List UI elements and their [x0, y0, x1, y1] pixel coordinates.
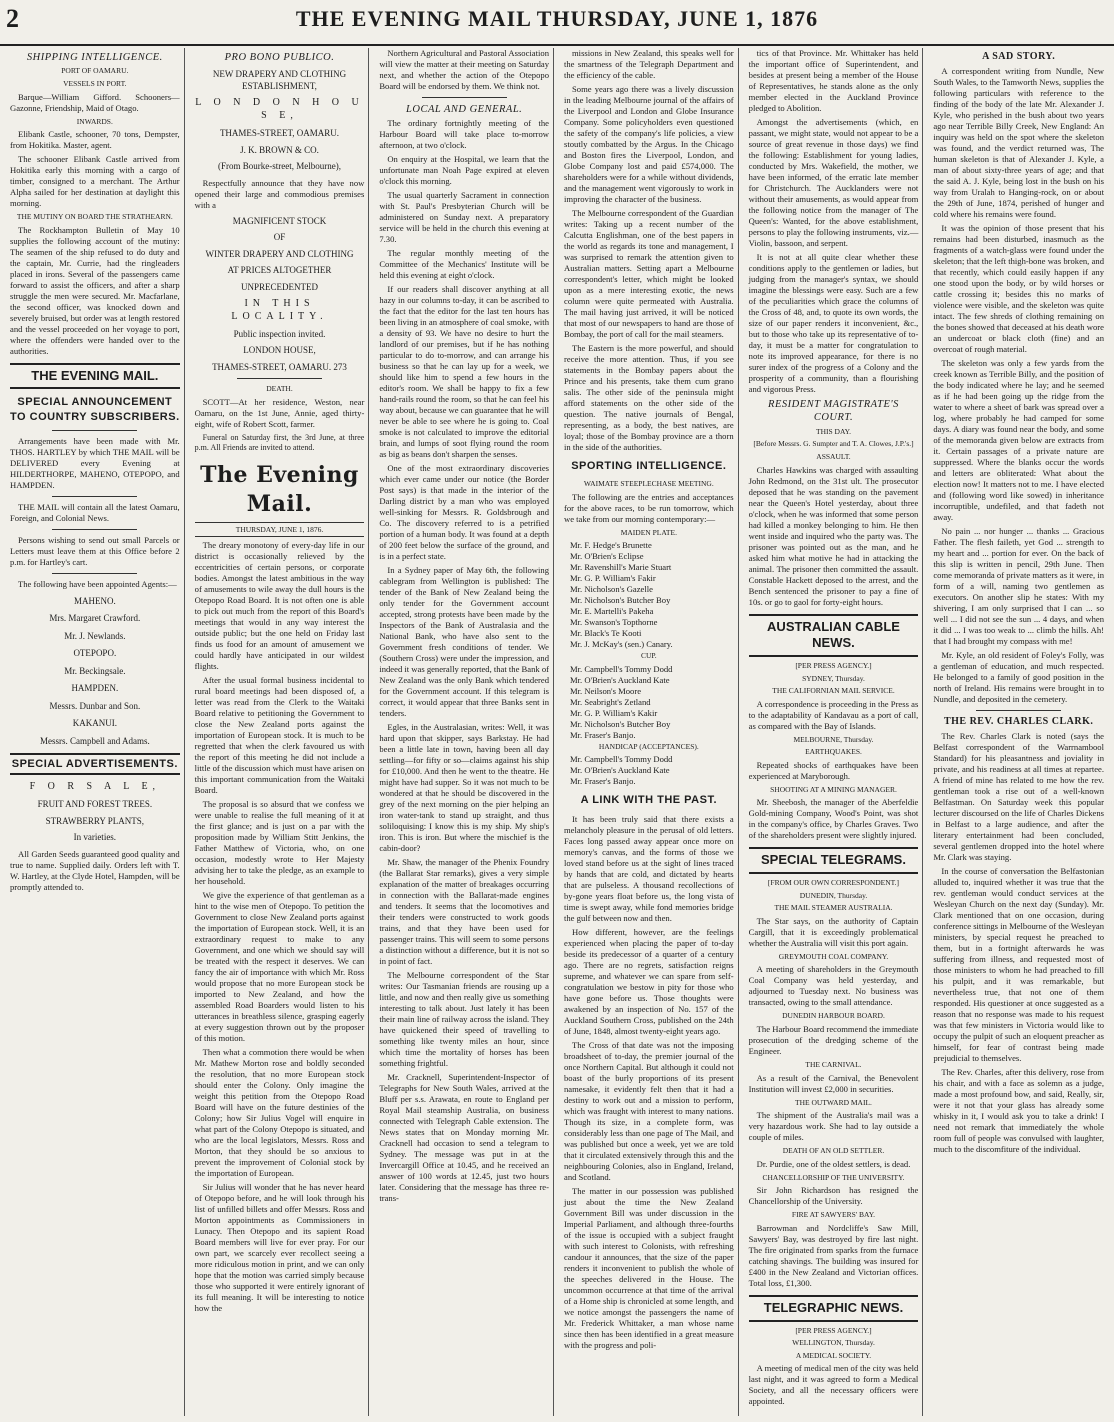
local-paragraph: The ordinary fortnightly meeting of the Harbour Board will take place to-morrow afternoon, at two o'clock.: [379, 118, 549, 151]
mutiny-text: The Rockhampton Bulletin of May 10 supplies the following account of the mutiny: The seamen of the ship refused to do duty and the captain, Mr. Currie, had the ringleaders placed in irons. Several of the passengers came forward to assist the officers, and after a sharp struggle the men were secured. Mr. Macfarlane, the second officer, was knocked down and severely bruised, but order was at length restored and the vessel proceeded on her voyage to port, where the offenders were handed over to the authorities.: [10, 224, 180, 356]
link-paragraph: The matter in our possession was published just about the time the New Zealand Government Bill was under discussion in the Imperial Parliament, and although three-fourths of the issue is occupied with a subject fraught with such interest to Colonists, with refreshing candour it announces, that the size of the paper renders it inconvenient to publish the whole of the speeches delivered in the House. The uncommon occurrence at that time of the arrival of a Home ship is chronicled at some length, and we notice amongst the passengers the name of Mr. Frederick Whittaker, a man whose name since then has been identified in a great measure with the progress and poli-: [564, 1185, 734, 1350]
entry: Mr. Ravenshill's Marie Stuart: [570, 562, 672, 573]
harbour-heading: DUNEDIN HARBOUR BOARD.: [782, 1011, 885, 1021]
link-past-heading: A LINK WITH THE PAST.: [580, 794, 718, 807]
sad-story-heading: A SAD STORY.: [982, 51, 1056, 62]
leader-paragraph: We give the experience of that gentleman as a hint to the wise men of Otepopo. To petition the Government to close New Zealand ports against the importation of European stock. Well, it is an extraordinary request to make to any Government, and one which we should say will be treated with the respect it deserves. We can fancy the air of importance with which Mr. Ross would propose that no more European stock be imported to New Zealand, and how the assembled Road Boarders would listen to his utterances in breathless silence, grasping eagerly at every suggestion thrown out by the proposer of this motion.: [194, 890, 365, 1044]
vessels-text: Barque—William Gifford. Schooners—Gazonne, Friendship, Maid of Otago.: [10, 91, 180, 113]
shooting-heading: SHOOTING AT A MINING MANAGER.: [770, 784, 897, 794]
maiden-list: [564, 540, 734, 650]
leader-paragraph: Sir Julius will wonder that he has never heard of Otepopo before, and he will look through his list of unfilled billets and offer Messrs. Ross and Morton appointments as Commissioners in Lunacy. Then Otepopo and its sapient Road Board members will live for ever pray. For our own part, we scarcely ever recollect seeing a more ridiculous motion in print, and we can only hope that the motion was carried simply because those who supported it were entirely ignorant of its full meaning. It will be interesting to notice how the: [194, 1182, 365, 1314]
stock-heading: MAGNIFICENT STOCK: [232, 215, 327, 226]
cable-news-heading: AUSTRALIAN CABLE NEWS.: [749, 614, 919, 657]
press-agency: [PER PRESS AGENCY.]: [795, 1325, 872, 1335]
agent-place: HAMPDEN.: [71, 683, 119, 694]
carnival-text: As a result of the Carnival, the Benevolent Institution will invest £2,000 in securities.: [748, 1072, 919, 1094]
divider: [52, 529, 137, 530]
death-text: SCOTT—At her residence, Weston, near Oamaru, on the 1st June, Annie, aged thirty-eight, wife of Robert Scott, farmer.: [194, 396, 365, 429]
entry: Mr. Seabright's Zetland: [570, 696, 651, 707]
entry: Mr. Campbell's Tommy Dodd: [570, 754, 673, 765]
news-paragraph: tics of that Province. Mr. Whittaker has held the important office of Superintendent, and besides at present being a member of the House of Representatives, he stands alone as the only member elected in the Auckland Province pledged to Abolition.: [748, 48, 919, 113]
column-6: [929, 48, 1108, 1416]
special-announcement-heading: SPECIAL ANNOUNCEMENT TO COUNTRY SUBSCRIBERS.: [10, 396, 180, 423]
clark-paragraph: The Rev. Charles, after this delivery, rose from his chair, and with a face as solemn as a judge, made a most profound bow, and said, Really, sir, were it not that your glass has already some whisky in it, I would ask you to take a drink! I need not remark that immediately the whole room full of people was convulsed with laughter, much to the discomfiture of the individual.: [933, 1066, 1104, 1154]
mutiny-heading: THE MUTINY ON BOARD THE STRATHEARN.: [16, 212, 173, 222]
newspaper-columns: [6, 48, 1108, 1416]
before-text: [Before Messrs. G. Sumpter and T. A. Clowes, J.P.'s.]: [753, 439, 914, 449]
handicap-list: [564, 754, 734, 787]
local-general-heading: LOCAL AND GENERAL.: [406, 104, 523, 115]
divider: [52, 496, 137, 497]
leader-paragraph: After the usual formal business incidental to rural board meetings had been disposed of, a letter was read from the Clerk to the Waitaki Board relative to petitioning the Government to close the New Zealand ports against the importation of European stock. It is much to be regretted that when the clerk favoured us with the report of this meeting he did not include a little of the discussion which must have arisen on this important communication from the Waitaki Board.: [194, 675, 365, 796]
wellington-dateline: WELLINGTON, Thursday.: [792, 1338, 875, 1348]
prices-heading: AT PRICES ALTOGETHER: [227, 265, 332, 276]
californian-heading: THE CALIFORNIAN MAIL SERVICE.: [772, 686, 895, 696]
news-paragraph: Amongst the advertisements (which, en passant, we might state, would not appear to be a source of great revenue in those days) we find the following: Establishment for young ladies, conducted by Mrs. Wakefield, the mother, we have been informed, of the erratic late member for Christchurch. The Aucklanders were not without their amusements, as would appear from the following notice from the manager of The Queen's: Wanted, for the above establishment, persons to play the following instruments, viz.—Violin, bassoon, and serpent.: [748, 117, 919, 248]
entry: Mr. J. McKay's (sen.) Canary.: [570, 639, 673, 650]
own-correspondent: [FROM OUR OWN CORRESPONDENT.]: [767, 878, 900, 888]
entry: Mr. F. Hedge's Brunette: [570, 540, 652, 551]
local-paragraph: Mr. Shaw, the manager of the Phenix Foundry (the Ballarat Star remarks), gives a very simple explanation of the matter of breakages occurring in connection with the Ballarat-made engines and tenders. It seems that the locomotives and their tenders were constructed to work goods trains, and that they have been used for passenger trains. This will seem to some persons a distinction without a difference, but it is not so in point of fact.: [379, 857, 549, 967]
local-paragraph: In a Sydney paper of May 6th, the following cablegram from Wellington is published: The tender of the Bank of New Zealand being the only tender for the Government account accepted, strong protests have been made by the Inspectors of the Bank of Australasia and the National Bank, who have also sent to the Government fresh conditions of tender. We (Southern Cross) were under the impression, and indeed it was generally reported, that the Bank of New Zealand was the only Bank which tendered for the Government account. If this telegram is correct, it would appear that three Banks sent in tenders.: [379, 565, 549, 719]
pro-bono-heading: PRO BONO PUBLICO.: [224, 52, 335, 63]
strawberry-heading: STRAWBERRY PLANTS,: [45, 815, 145, 826]
leader-paragraph: Then what a commotion there would be when Mr. Mathew Morton rose and boldly seconded the resolution, that no more European stock should enter the Colony. Only imagine the weight this petition from the Otepopo Road Board will have on the future destinies of the Colony; how Sir Julius Vogel will enquire in what part of the Colony Otepopo is situated, and who are the local legislators, Messrs. Ross and Morton, that they should be so anxious to prevent the improvement of Colonial stock by the importation of European.: [194, 1047, 365, 1179]
entry: Mr. Campbell's Tommy Dodd: [570, 663, 673, 674]
link-paragraph: How different, however, are the feelings experienced when placing the paper of to-day beside its predecessor of a quarter of a century ago. There are no regrets, satisfaction reigns supreme, and whatever we can spare from self-congratulation we bestow in pity for those who have gone before us. Those thoughts were awakened by an inspection of No. 157 of the Auckland Southern Cross, published on the 24th of June, 1848, almost twenty-eight years ago.: [564, 926, 734, 1036]
local-paragraph: One of the most extraordinary discoveries which ever came under our notice (the Border Post says) is that made in the interior of the Darling district by a man who was employed well-sinking for Messrs. R. Goldsbrough and Co. The discovery referred to is a petrified portion of a human body. It was found at a depth of 200 feet below the surface of the ground, and is in a perfect state.: [379, 463, 549, 562]
earthquakes-heading: EARTHQUAKES.: [805, 747, 862, 757]
entry: Mr. Nicholson's Gazelle: [570, 584, 653, 595]
agent-name: Messrs. Dunbar and Son.: [49, 700, 141, 711]
column-1: [6, 48, 185, 1416]
sad-paragraph: A correspondent writing from Nundle, New South Wales, to the Tamworth News, supplies the following particulars with reference to the finding of the body of the late Mr. Alexander J. Kyle, who perished in the bush about two years ago near Terrible Billy Creek, New England: An inquiry was held on the spot where the skeleton was found, and the verdict returned was, The human skeleton is that of Alexander J. Kyle, a man of about sixty-three years of age; and that the said A. J. Kyle, being lost in the bush on his way from Uralah to Hanging-rock, on or about the 29th of June, 1874, perished of hunger and cold where his remains were found.: [933, 65, 1104, 219]
sporting-heading: SPORTING INTELLIGENCE.: [571, 460, 727, 472]
leader-paragraph: The dreary monotony of every-day life in our district is occasionally relieved by the eccentricities of certain persons, or corporate bodies. Amongst the latest ambitious in the way of amusements to wile away the dull hours is the Otepopo Road Board. It is not often one is able to pick out much from the report of this Board's meetings that would in any way interest the outside public; but the one held on Friday last finds us food for an amount of amusement we could hardly have anticipated in our wildest flights.: [194, 540, 365, 672]
agent-place: MAHENO.: [73, 595, 116, 606]
sad-paragraph: It was the opinion of those present that his remains had been disturbed, inasmuch as the fragments of a watch-glass were found under the skeleton; that the left thigh-bone was broken, and that recently, which could easily happen if any one stood upon the body, or by wild horses or cattle crossing it; besides this no marks of violence were visible, and the skeleton was quite intact. The few shreds of clothing remaining on the bones showed that deceased at his death wore an undercoat or black cloth (fine) and an overcoat of rough material.: [933, 222, 1104, 354]
evening-mail-heading: THE EVENING MAIL.: [10, 363, 180, 390]
entry: Mr. O'Brien's Eclipse: [570, 551, 644, 562]
shipping-report: The schooner Elibank Castle arrived from Hokitika early this morning with a cargo of timber, consigned to a merchant. The Arthur Alpha sailed for her destination at daylight this morning.: [10, 154, 180, 209]
shipping-heading: SHIPPING INTELLIGENCE.: [26, 52, 163, 63]
parcels-text: Persons wishing to send out small Parcels or Letters must leave them at this Office before 2 p.m. for Hartley's cart.: [10, 534, 180, 567]
agent-name: Mrs. Margaret Crawford.: [49, 613, 141, 624]
divider: [237, 378, 322, 379]
local-paragraph: Mr. Cracknell, Superintendent-Inspector of Telegraphs for New South Wales, arrived at the Bluff per s.s. Arawata, en route to England per Royal Mail steamship Australia, on business connected with Telegraph Cable extension. The News states that on Monday morning Mr. Cracknell had occasion to send a telegram to Sydney. The message was put in at the Invercargill Office at 10.45, and he received an answer of 100 words at 12.45, just two hours later. Considering that the message has three re-trans-: [379, 1072, 549, 1204]
london-house-footer: LONDON HOUSE,: [243, 345, 316, 356]
divider: [976, 710, 1061, 711]
this-day: THIS DAY.: [815, 426, 851, 436]
sydney-dateline: SYDNEY, Thursday.: [802, 673, 865, 683]
column-5: [745, 48, 924, 1416]
special-ads-heading: SPECIAL ADVERTISEMENTS.: [10, 753, 180, 775]
column-4: [560, 48, 739, 1416]
greymouth-heading: GREYMOUTH COAL COMPANY.: [778, 951, 889, 961]
dunedin-dateline: DUNEDIN, Thursday.: [799, 890, 868, 900]
link-paragraph: The Cross of that date was not the imposing broadsheet of to-day, the premier journal of the once Northern Capital. But although it could not boast of the burly proportions of its present namesake, it evidently felt then that it had a destiny to work out and a mission to perform, which was fraught with interest to many nations. Though its size, in a complete form, was considerably less than one page of The Mail, and was published but once a week, yet we are told that it circulated extensively through this and the neighbouring Colonies, also in England, Ireland, and Scotland.: [564, 1039, 734, 1182]
drapery-heading: NEW DRAPERY AND CLOTHING ESTABLISHMENT,: [212, 69, 347, 91]
sad-paragraph: Mr. Kyle, an old resident of Foley's Folly, was a gentleman of education, and much respected. He belonged to a family of good position in the north of Ireland. His remains were brought in to Nundle, and deposited in the cemetery.: [933, 649, 1104, 704]
cup-heading: CUP.: [641, 651, 657, 661]
firm-name: J. K. BROWN & CO.: [240, 144, 319, 155]
shooting-text: Mr. Sheebosh, the manager of the Aberfeldie Gold-mining Company, Wood's Point, was shot in the company's office, by Charles Graves. Two of the shareholders present were slightly injured.: [748, 797, 919, 841]
medical-text: A meeting of medical men of the city was held last night, and it was agreed to form a Medical Society, and all the necessary officers were appointed.: [748, 1363, 919, 1407]
entry: Mr. Swanson's Topthorne: [570, 617, 658, 628]
sad-paragraph: The skeleton was only a few yards from the creek known as Terrible Billy, and the position of the body indicated where he lay; and he seemed as if he had been going up the ridge from the water to where a sheet of bark was spread over a log, where probably he had camped for some days. A diary was found near the body, and some of the memoranda given below are extracts from it. Certain passages of a private nature are suppressed. Where the blanks occur the words and letters are obliterated: What about the election now! It matters not to me. I have elected and (following word like sowed) in inheritance incorruptible, undefiled, and that fadeth not away.: [933, 357, 1104, 522]
nameplate: The Evening Mail.: [200, 462, 359, 517]
news-paragraph: missions in New Zealand, this speaks well for the smartness of the Telegraph Department and the efficiency of the cable.: [564, 48, 734, 80]
divider: [422, 97, 507, 98]
entry: Mr. Fraser's Banjo.: [570, 776, 636, 787]
entry: Mr. Fraser's Banjo.: [570, 729, 636, 740]
agent-name: Mr. Beckingsale.: [64, 665, 126, 676]
telegraphic-heading: TELEGRAPHIC NEWS.: [749, 1295, 919, 1322]
news-paragraph: The Eastern is the more powerful, and should receive the more attention. Thus, if you see statements in the Bombay papers about the Prince and his presents, take them cum grano salis. The other side of the peninsula might afford statements on the other side of the question. The native journals of Bengal, representing, as a body, the best natives, are loyal; those of the Bombay province are a thorn in the side of the authorities.: [564, 343, 734, 452]
divider: [52, 573, 137, 574]
carnival-heading: THE CARNIVAL.: [805, 1060, 862, 1070]
entry: Mr. Neilson's Moore: [570, 685, 642, 696]
column-3: [375, 48, 554, 1416]
assault-heading: ASSAULT.: [816, 452, 851, 462]
arrangements-text: Arrangements have been made with Mr. THOS. HARTLEY by which THE MAIL will be DELIVERED every Evening at HILDERTHORPE, MAHENO, OTEPOPO, and HAMPDEN.: [10, 435, 180, 490]
unprecedented-heading: UNPRECEDENTED: [240, 281, 318, 292]
agent-name: Mr. J. Newlands.: [64, 630, 126, 641]
steamer-heading: THE MAIL STEAMER AUSTRALIA.: [774, 903, 893, 913]
outward-text: The shipment of the Australia's mail was a very hazardous work. She had to lay outside a couple of miles.: [748, 1110, 919, 1143]
leader-continuation: Northern Agricultural and Pastoral Association will view the matter at their meeting on Saturday next, and whether the action of the Otepopo Board will be endorsed by them. We think not.: [379, 48, 549, 91]
chancellor-text: Sir John Richardson has resigned the Chancellorship of the University.: [748, 1185, 919, 1207]
entry: Mr. Nicholson's Butcher Boy: [570, 595, 671, 606]
special-telegrams-heading: SPECIAL TELEGRAMS.: [749, 847, 919, 874]
seeds-text: All Garden Seeds guaranteed good quality and true to name. Supplied daily. Orders left with T. W. Hartley, at the Clyde Hotel, Hampden, will be promptly attended to.: [10, 848, 180, 892]
maiden-heading: MAIDEN PLATE.: [620, 527, 677, 537]
agent-place: OTEPOPO.: [73, 648, 117, 659]
varieties-text: In varieties.: [73, 832, 117, 843]
link-paragraph: It has been truly said that there exists a melancholy pleasure in the perusal of old letters. Faces long passed away appear once more on memory's canvas, and the forms of those we loved stand before us at the sight of lines traced by hands that are cold, and dictated by hearts that are pulseless. A thousand recollections of by-gone years float before us, the long vista of time is swept away, while fond memories bridge the gulf between now and then.: [564, 813, 734, 923]
entry: Mr. Black's Te Kooti: [570, 628, 642, 639]
trees-heading: FRUIT AND FOREST TREES.: [37, 799, 153, 810]
street-text: THAMES-STREET, OAMARU.: [219, 128, 340, 139]
local-paragraph: The Melbourne correspondent of the Star writes: Our Tasmanian friends are rousing up a little, and now and then really give us something interesting to talk about. Just lately it has been their main line of railway across the island. They have quickened their speed of travelling to something like twenty miles an hour, since which time the mortality of horses has been something frightful.: [379, 970, 549, 1069]
californian-text: A correspondence is proceeding in the Press as to the adaptability of Kandavau as a port of call, as compared with the Bay of Islands.: [748, 698, 919, 731]
court-heading: RESIDENT MAGISTRATE'S COURT.: [768, 399, 899, 424]
clark-heading: THE REV. CHARLES CLARK.: [943, 715, 1094, 727]
newspaper-title: THE EVENING MAIL THURSDAY, JUNE 1, 1876: [295, 6, 819, 31]
harbour-text: The Harbour Board recommend the immediate prosecution of the dredging scheme of the Engineer.: [748, 1024, 919, 1057]
for-sale-heading: F O R S A L E,: [29, 781, 161, 793]
greymouth-text: A meeting of shareholders in the Greymouth Coal Company was held yesterday, and adjourned to Tuesday next. No business was transacted, owing to the small attendance.: [748, 964, 919, 1008]
fire-heading: FIRE AT SAWYERS' BAY.: [791, 1210, 876, 1220]
entry: Mr. G. P. William's Kakir: [570, 707, 658, 718]
london-house-heading: L O N D O N H O U S E,: [195, 97, 364, 122]
news-paragraph: Some years ago there was a lively discussion in the leading Melbourne journal of the affairs of the Liverpool and London and Globe Insurance Company. Some policyholders even questioned the safety of the company's life policies, a view stoutly combatted by the Argus. In the Chicago and Boston fires the Liverpool, London, and Globe Company lost and paid £574,000. The shareholders were for a while without dividends, and the management went vigorously to work in improving the character of the business.: [564, 84, 734, 204]
entry: Mr. O'Brien's Auckland Kate: [570, 674, 670, 685]
clark-paragraph: In the course of conversation the Belfastonian alluded to, inquired whether it was true that the rev. gentleman would conduct services at the Wesleyan Church on the next day (Sunday). Mr. Clark mentioned that on one occasion, during conference sittings in Melbourne of the Wesleyan ministers, by special request he preached to them, but in a fortnight afterwards he was suffering from illness, and requested most of those ministers to whom he had preached to fill his pulpit, and it was remarkable, but nevertheless true, that not one of them responded. His questioner at once suggested as a reason that no response was made to his request was that few ministers in Victoria would like to occupy the pulpit of such an eloquent preacher as himself, for fear of contrast being made prejudicial to themselves.: [933, 865, 1104, 1063]
local-paragraph: If our readers shall discover anything at all hazy in our columns to-day, it can be ascribed to the fact that the editor for the last ten hours has been living in an atmosphere of coal smoke, with a density of 93. We have no desire to hurt the landlord of our premises, but if he has nothing particular to do to-morrow, and can arrange his business so that he can lay up for a week, we should like him to spend a few hours in the editor's room. We shall be happy to fix a few hand-rails round the room, so that he can feel his way about, because we can guarantee that he will never be able to see where he is going to. Coal smoke is not calculated to improve the editorial brain, and lumps of soot flying round the room as big as beans don't sharpen the senses.: [379, 284, 549, 460]
press-agency: [PER PRESS AGENCY.]: [795, 660, 872, 670]
fire-text: Barrowman and Nordcliffe's Saw Mill, Sawyers' Bay, was destroyed by fire last night. The fire originated from sparks from the furnace catching shavings. The building was insured for £400 in the New Zealand and Victorian offices. Total loss, £1,300.: [748, 1223, 919, 1289]
news-paragraph: The Melbourne correspondent of the Guardian writes: Taking up a recent number of the Calcutta Englishman, one of the best papers in the world as regards its tone and management, I was surprised to remark the attention given to Australian matters. Setting apart a Melbourne correspondent's letter, which might be looked upon as a mere interesting exotic, the news column were quite permeated with Australia. The mail having just arrived, it will be noticed that most of our newspapers to hand are those of Bombay, the port of call for the mail steamers.: [564, 208, 734, 339]
vessels-heading: VESSELS IN PORT.: [63, 79, 127, 89]
local-paragraph: The usual quarterly Sacrament in connection with St. Paul's Presbyterian Church will be administered on Sunday next. A preparatory service will be held in the church this evening at 7.30.: [379, 190, 549, 245]
locality-heading: IN THIS LOCALITY.: [231, 298, 328, 322]
sad-paragraph: No pain ... nor hunger ... thanks ... Gracious Father. The flesh faileth, yet God ... strength to my heart and ... portion for ever. On the back of this slip is written in pencil, 29th June. Then come memoranda of private matters as it were, in form of a will, naming two gentlemen as executors. On another slip he states: With my shivering, I am only surprised that I can ... so well ... I did not see the sun ... 4 days, and when it did ... I was too weak to ... climb the hills. Ah! that I had brought my compass with me!: [933, 525, 1104, 646]
entry: Mr. O'Brien's Auckland Kate: [570, 765, 670, 776]
column-2: [191, 48, 370, 1416]
leader-paragraph: The proposal is so absurd that we confess we were unable to realise the full meaning of it at the first glance; and is just on a par with the proposition made by William Stitt Jenkins, the Father Matthew of Victoria, who, on one occasion, modestly wrote to Her Majesty advising her to take the pledge, as an example to her household.: [194, 799, 365, 887]
inwards-heading: INWARDS.: [76, 116, 113, 126]
inspection-text: Public inspection invited.: [233, 328, 326, 339]
funeral-text: Funeral on Saturday first, the 3rd June, at three p.m. All Friends are invited to attend.: [194, 432, 365, 453]
cup-list: [564, 664, 734, 741]
latest-news-text: THE MAIL will contain all the latest Oamaru, Foreign, and Colonial News.: [10, 501, 180, 523]
inwards-text: Elibank Castle, schooner, 70 tons, Dempster, from Hokitika. Master, agent.: [10, 129, 180, 151]
local-paragraph: The regular monthly meeting of the Committee of the Mechanics' Institute will be held this evening at eight o'clock.: [379, 248, 549, 281]
handicap-heading: HANDICAP (ACCEPTANCES).: [598, 741, 699, 751]
dateline: THURSDAY, JUNE 1, 1876.: [195, 522, 365, 538]
firm-origin: (From Bourke-street, Melbourne),: [218, 161, 341, 172]
agent-place: KAKANUI.: [72, 718, 117, 729]
clark-paragraph: The Rev. Charles Clark is noted (says the Belfast correspondent of the Warrnambool Standard) for his pleasantness and joviality in private, and his readiness at all times at repartee. A friend of mine has related to me how the rev. gentleman took a rise out of a well-known Belfastman. On Saturday week this popular lecturer discoursed on the life of Charles Dickens in Belfast to a large audience, and after the literary entertainment had been concluded, several gentlemen dropped into the hotel where Mr. Clark was staying.: [933, 730, 1104, 862]
of-text: OF: [273, 232, 286, 243]
outward-heading: THE OUTWARD MAIL.: [795, 1097, 872, 1107]
sporting-intro: The following are the entries and acceptances for the above races, to be run tomorrow, which we take from our morning contemporary:—: [564, 491, 734, 524]
divider: [52, 430, 137, 431]
page-number: 2: [6, 4, 19, 33]
medical-heading: A MEDICAL SOCIETY.: [795, 1350, 872, 1360]
agents-intro: The following have been appointed Agents:—: [18, 578, 177, 589]
news-paragraph: It is not at all quite clear whether these conditions apply to the gentlemen or ladies, but judging from the manager's syntax, we should imagine the blessings were easy. Such are a few of the peculiarities which grace the columns of the Cross of 48, and, to quote its own words, the size of our paper renders it inconvenient, &c., but to those who take up its representative of to-day, it must be a matter for congratulation to note its improved appearance, for there is no surer index of the progress of a Colony and the prosperity of a community, than a flourishing and vigorous Press.: [748, 252, 919, 394]
settler-heading: DEATH OF AN OLD SETTLER.: [782, 1146, 885, 1156]
entry: Mr. E. Martelli's Pakeha: [570, 606, 654, 617]
winter-heading: WINTER DRAPERY AND CLOTHING: [205, 248, 354, 259]
street-footer: THAMES-STREET, OAMARU. 273: [212, 361, 347, 372]
port-heading: PORT OF OAMARU.: [61, 66, 129, 76]
entry: Mr. Nicholson's Butcher Boy: [570, 718, 671, 729]
announce-text: Respectfully announce that they have now opened their large and commodious premises with a: [194, 177, 365, 210]
chancellor-heading: CHANCELLORSHIP OF THE UNIVERSITY.: [762, 1172, 905, 1182]
local-paragraph: Egles, in the Australasian, writes: Well, it was hard upon that skipper, says Barkstay. He had been a little late in town, having been all day settling—for fifty or so—claims against his ship for £10,000. And then he went to the theatre. He might have had supper. So it was not much to be wondered at that he should be discovered in the grey of the next morning on the pier helping an iron water-tank to stand up straight, and thus soliloquising: I know this is my ship. My ship's iron. This is iron. But where the mischief is the cabin-door?: [379, 722, 549, 854]
local-paragraph: On enquiry at the Hospital, we learn that the unfortunate man Noah Page expired at eleven o'clock this morning.: [379, 154, 549, 187]
entry: Mr. G. P. William's Fakir: [570, 573, 656, 584]
steamer-text: The Star says, on the authority of Captain Cargill, that it is exceedingly problematical whether the Australia will visit this port again.: [748, 915, 919, 948]
waimate-heading: WAIMATE STEEPLECHASE MEETING.: [583, 479, 714, 489]
earthquakes-text: Repeated shocks of earthquakes have been experienced at Maryborough.: [748, 759, 919, 781]
death-heading: DEATH.: [266, 384, 293, 394]
agent-name: Messrs. Campbell and Adams.: [39, 735, 150, 746]
masthead: [0, 0, 1114, 46]
melbourne-dateline: MELBOURNE, Thursday.: [793, 734, 874, 744]
settler-text: Dr. Purdie, one of the oldest settlers, is dead.: [756, 1158, 911, 1169]
court-text: Charles Hawkins was charged with assaulting John Redmond, on the 31st ult. The prosecutor deposed that he was standing on the pavement near the Queen's Hotel yesterday, about three o'clock, when he was informed that some person had killed a monkey belonging to him. He then went inside and inquired who the party was. The prisoner was pointed out as the man, and he asked him what motive he had in attacking the animal. The prisoner then committed the assault. Constable Hackett deposed to the arrest, and the Bench sentenced the prisoner to pay a fine of 10s. or go to gaol for forty-eight hours.: [748, 464, 919, 607]
